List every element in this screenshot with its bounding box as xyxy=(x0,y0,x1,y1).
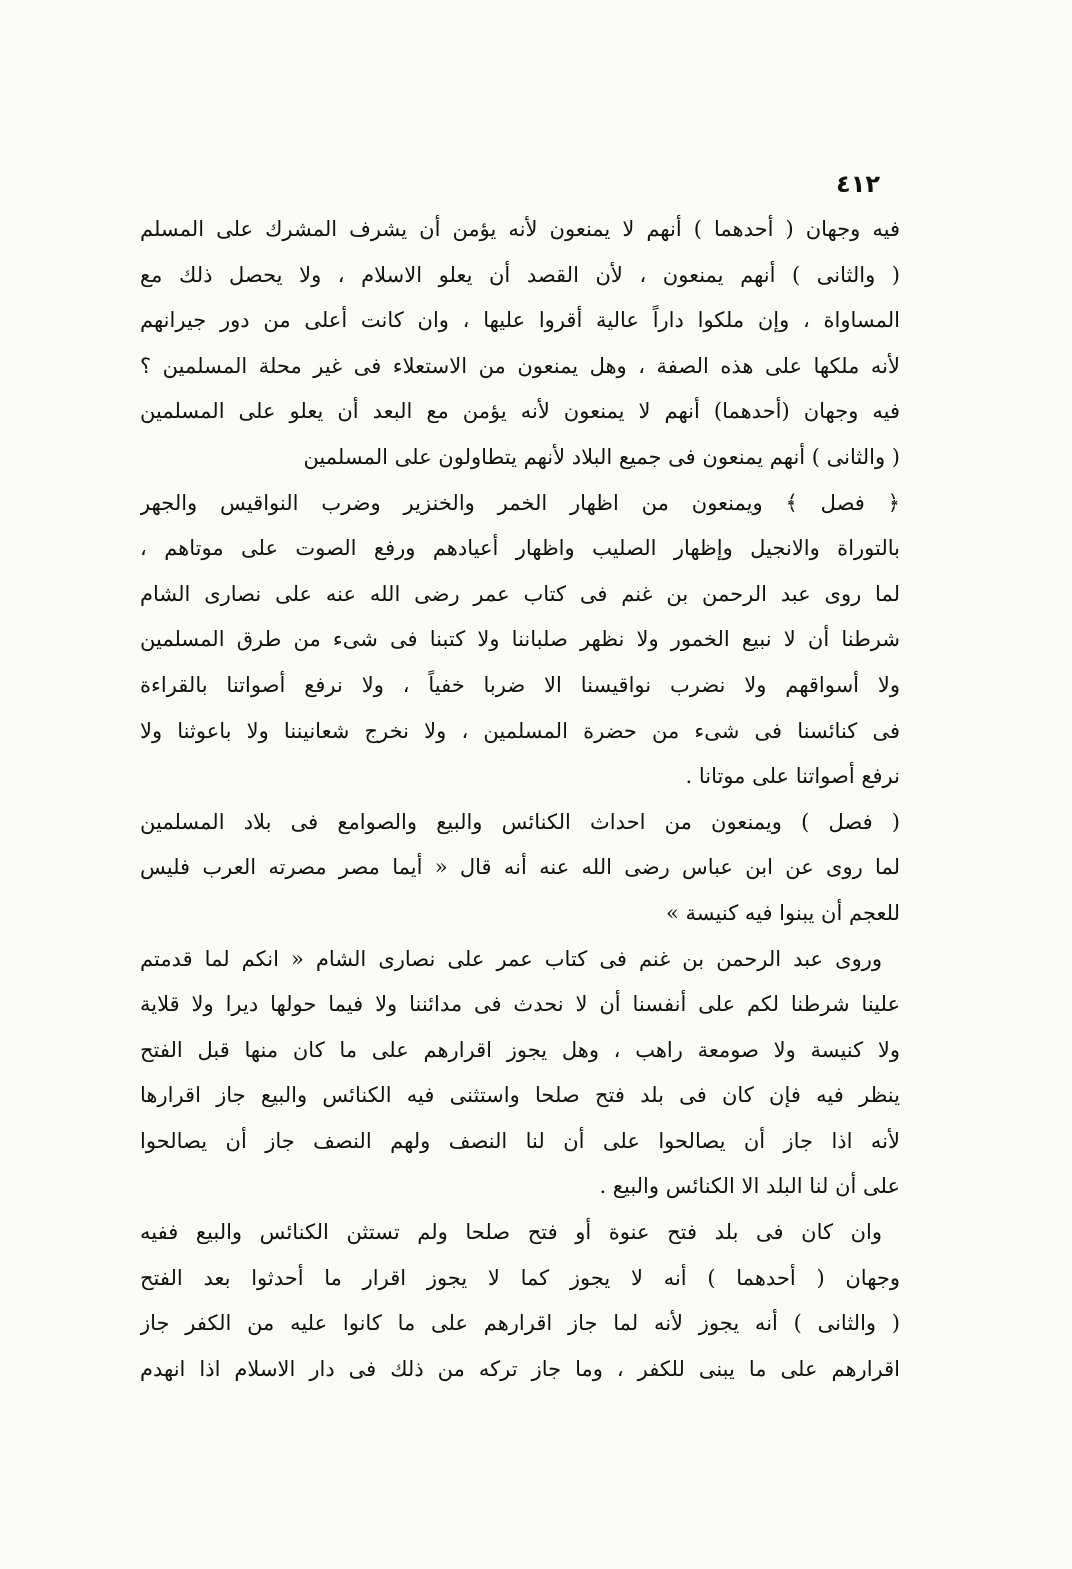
text-line: وروى عبد الرحمن بن غنم فى كتاب عمر على نصارى الشام « انكم لما قدمتم xyxy=(140,946,882,971)
page-number: ٤١٢ xyxy=(836,170,880,198)
text-line: لأنه اذا جاز أن يصالحوا على أن لنا النصف ولهم النصف جاز أن يصالحوا xyxy=(140,1128,900,1153)
text-line: وجهان ( أحدهما ) أنه لا يجوز كما لا يجوز اقرار ما أحدثوا بعد الفتح xyxy=(140,1265,900,1290)
text-line: ( والثانى ) أنهم يمنعون فى جميع البلاد لأنهم يتطاولون على المسلمين xyxy=(303,444,900,469)
text-line: فيه وجهان (أحدهما) أنهم لا يمنعون لأنه يؤمن مع البعد أن يعلو على المسلمين xyxy=(140,399,900,424)
text-line: اقرارهم على ما يبنى للكفر ، وما جاز تركه من ذلك فى دار الاسلام اذا انهدم xyxy=(140,1356,900,1381)
text-line: للعجم أن يبنوا فيه كنيسة » xyxy=(666,900,900,925)
text-line: المساواة ، وإن ملكوا داراً عالية أقروا عليها ، وان كانت أعلى من دور جيرانهم xyxy=(140,308,900,333)
text-line: لأنه ملكها على هذه الصفة ، وهل يمنعون من الاستعلاء فى غير محلة المسلمين ؟ xyxy=(140,353,900,378)
text-line: ينظر فيه فإن كان فى بلد فتح صلحا واستثنى فيه الكنائس والبيع جاز اقرارها xyxy=(140,1083,900,1108)
body-text xyxy=(140,207,900,1392)
text-line: ولا كنيسة ولا صومعة راهب ، وهل يجوز اقرارهم على ما كان منها قبل الفتح xyxy=(140,1037,900,1062)
text-line: علينا شرطنا لكم على أنفسنا أن لا نحدث فى مدائننا ولا فيما حولها ديرا ولا قلاية xyxy=(140,992,900,1017)
text-line: فيه وجهان ( أحدهما ) أنهم لا يمنعون لأنه يؤمن أن يشرف المشرك على المسلم xyxy=(140,217,900,241)
text-line: ( والثانى ) أنه يجوز لأنه لما جاز اقرارهم على ما كانوا عليه من الكفر جاز xyxy=(140,1311,900,1336)
text-line: على أن لنا البلد الا الكنائس والبيع . xyxy=(599,1174,900,1199)
text-line: وان كان فى بلد فتح عنوة أو فتح صلحا ولم تستثن الكنائس والبيع ففيه xyxy=(140,1220,882,1245)
text-line: لما روى عبد الرحمن بن غنم فى كتاب عمر رضى الله عنه على نصارى الشام xyxy=(140,581,900,606)
text-line: لما روى عن ابن عباس رضى الله عنه أنه قال « أيما مصر مصرته العرب فليس xyxy=(140,855,900,880)
text-line: ( فصل ) ويمنعون من احداث الكنائس والبيع والصوامع فى بلاد المسلمين xyxy=(140,809,900,834)
text-line: نرفع أصواتنا على موتانا . xyxy=(685,764,900,789)
text-line: فى كنائسنا فى شىء من حضرة المسلمين ، ولا نخرج شعانيننا ولا باعوثنا ولا xyxy=(140,718,900,743)
text-line: ولا أسواقهم ولا نضرب نواقيسنا الا ضربا خفياً ، ولا نرفع أصواتنا بالقراءة xyxy=(140,672,900,697)
text-line: ﴿ فصل ﴾ ويمنعون من اظهار الخمر والخنزير وضرب النواقيس والجهر xyxy=(140,490,900,515)
text-line: بالتوراة والانجيل وإظهار الصليب واظهار أعيادهم ورفع الصوت على موتاهم ، xyxy=(140,536,900,561)
text-line: شرطنا أن لا نبيع الخمور ولا نظهر صلباننا ولا كتبنا فى شىء من طرق المسلمين xyxy=(140,627,900,652)
text-line: ( والثانى ) أنهم يمنعون ، لأن القصد أن يعلو الاسلام ، ولا يحصل ذلك مع xyxy=(140,262,900,287)
